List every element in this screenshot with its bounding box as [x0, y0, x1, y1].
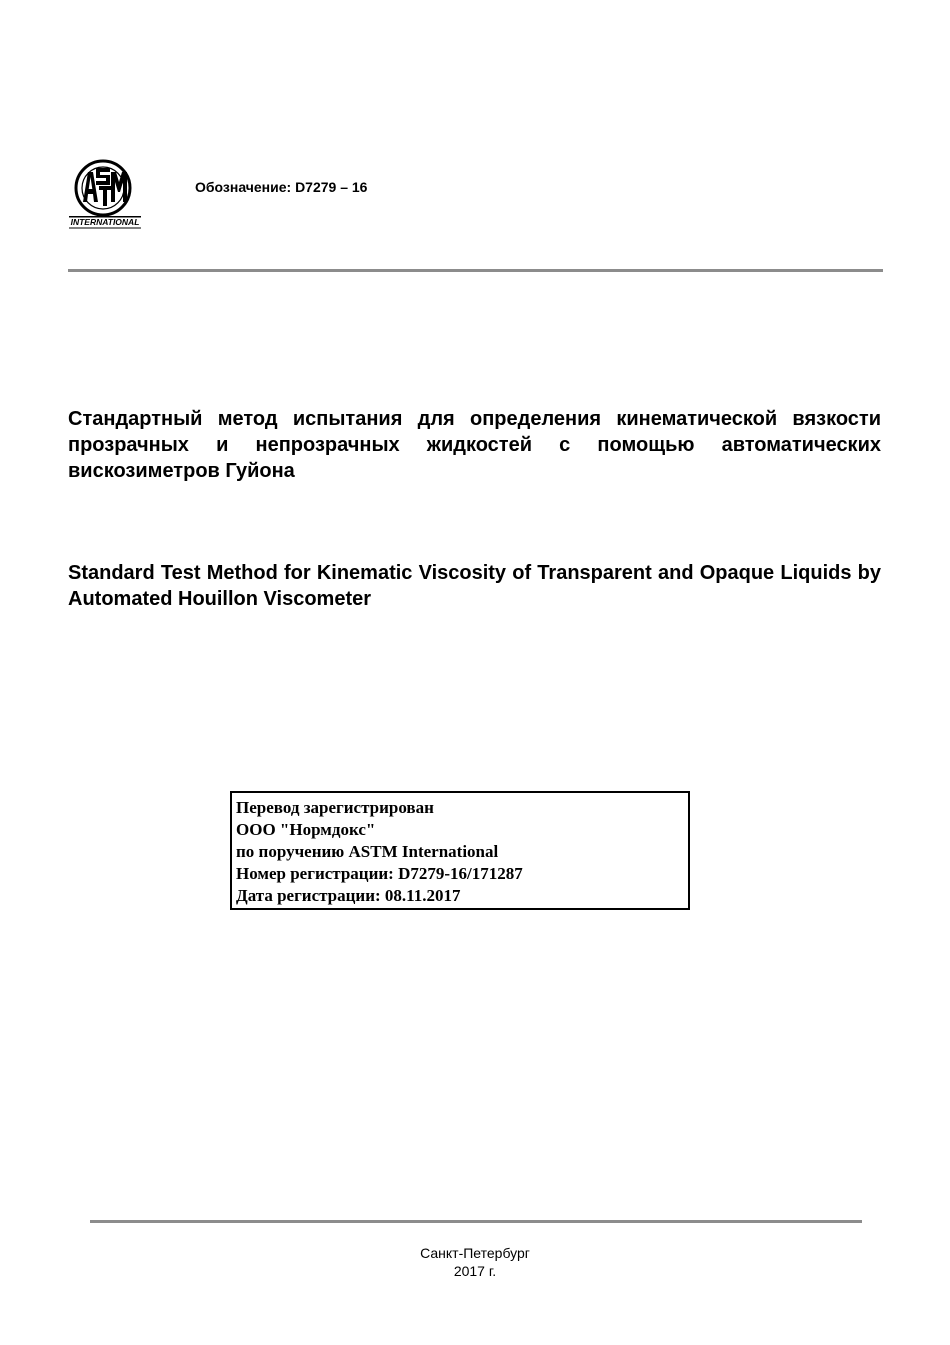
- footer-divider: [90, 1220, 862, 1223]
- astm-logo: [66, 158, 144, 230]
- registration-line: Перевод зарегистрирован: [236, 798, 434, 817]
- registration-date: Дата регистрации: 08.11.2017: [236, 886, 461, 905]
- document-designation: Обозначение: D7279 – 16: [195, 179, 368, 195]
- title-russian: Стандартный метод испытания для определения кинематической вязкости прозрачных и непрозрачных жидкостей с помощью автоматических вискозиметров Гуйона: [68, 408, 881, 482]
- header-divider: [68, 269, 883, 272]
- footer-year: 2017 г.: [453, 1263, 497, 1279]
- registration-box: [230, 791, 690, 910]
- title-english: Standard Test Method for Kinematic Viscosity of Transparent and Opaque Liquids by Automated Houillon Viscometer: [68, 562, 881, 610]
- registration-line: по поручению ASTM International: [236, 842, 499, 861]
- footer: [0, 1244, 950, 1280]
- logo-wordmark: INTERNATIONAL: [70, 217, 140, 227]
- astm-international-logo-icon: [66, 158, 144, 230]
- footer-city: Санкт-Петербург: [420, 1245, 530, 1261]
- registration-number: Номер регистрации: D7279-16/171287: [236, 864, 523, 883]
- registration-line: ООО "Нормдокс": [236, 820, 376, 839]
